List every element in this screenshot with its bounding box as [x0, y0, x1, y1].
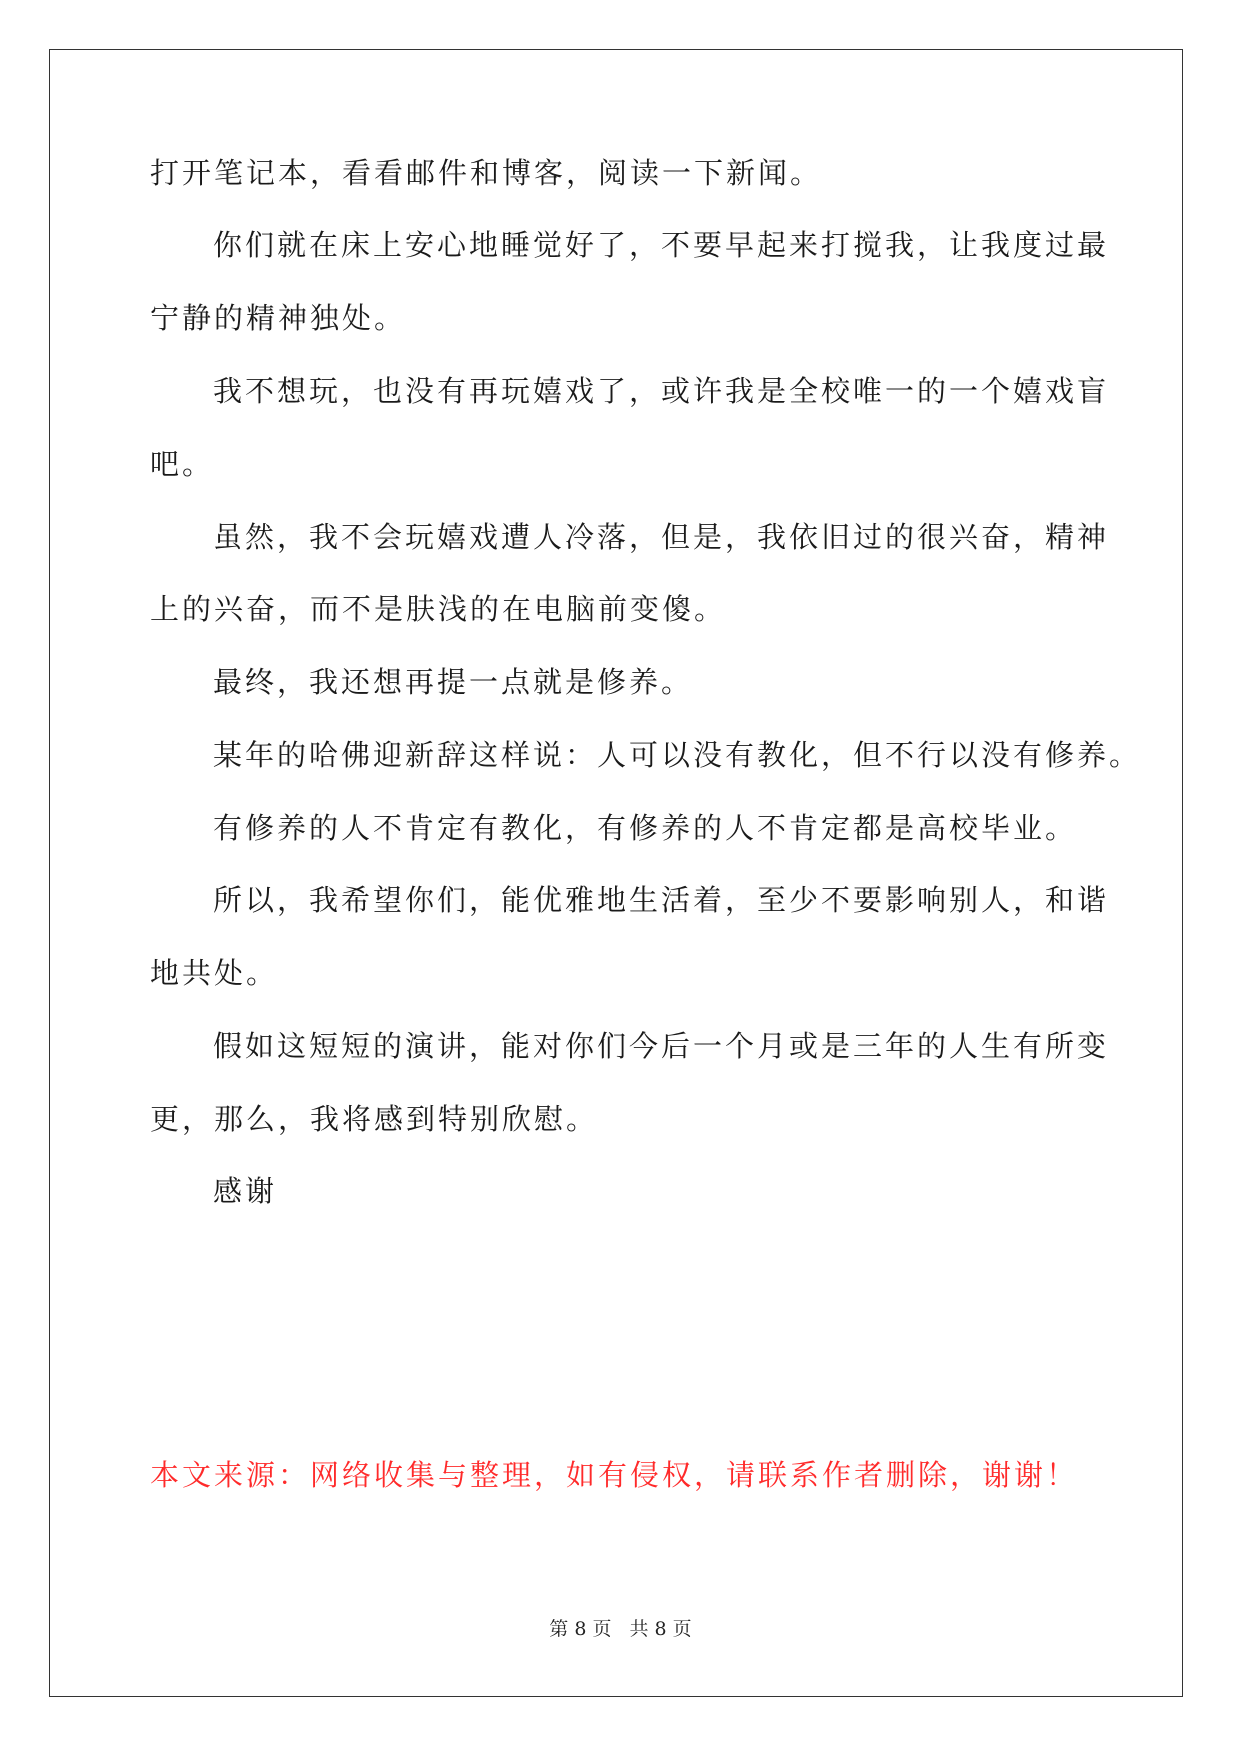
paragraph-line: 有修养的人不肯定有教化，有修养的人不肯定都是高校毕业。: [213, 811, 1078, 845]
paragraph-line: 我不想玩，也没有再玩嬉戏了，或许我是全校唯一的一个嬉戏盲: [213, 374, 1110, 408]
source-note: 本文来源：网络收集与整理，如有侵权，请联系作者删除，谢谢！: [150, 1458, 1079, 1492]
paragraph-line: 虽然，我不会玩嬉戏遭人冷落，但是，我依旧过的很兴奋，精神: [213, 520, 1110, 554]
page-footer: [0, 1617, 1241, 1641]
paragraph-line: 某年的哈佛迎新辞这样说：人可以没有教化，但不行以没有修养。: [213, 738, 1142, 772]
paragraph-line: 打开笔记本，看看邮件和博客，阅读一下新闻。: [150, 156, 823, 190]
total-pages-label: 共 8 页: [629, 1618, 692, 1640]
paragraph-line: 感谢: [213, 1174, 278, 1208]
paragraph-line: 地共处。: [150, 956, 279, 990]
current-page-label: 第 8 页: [549, 1618, 612, 1640]
paragraph-line: 最终，我还想再提一点就是修养。: [213, 665, 694, 699]
paragraph-line: 上的兴奋，而不是肤浅的在电脑前变傻。: [150, 592, 727, 626]
paragraph-line: 所以，我希望你们，能优雅地生活着，至少不要影响别人，和谐: [213, 883, 1110, 917]
page-border: [49, 49, 1183, 1697]
paragraph-line: 假如这短短的演讲，能对你们今后一个月或是三年的人生有所变: [213, 1029, 1110, 1063]
paragraph-line: 你们就在床上安心地睡觉好了，不要早起来打搅我，让我度过最: [213, 228, 1110, 262]
paragraph-line: 更，那么，我将感到特别欣慰。: [150, 1102, 599, 1136]
paragraph-line: 吧。: [150, 447, 215, 481]
paragraph-line: 宁静的精神独处。: [150, 301, 407, 335]
